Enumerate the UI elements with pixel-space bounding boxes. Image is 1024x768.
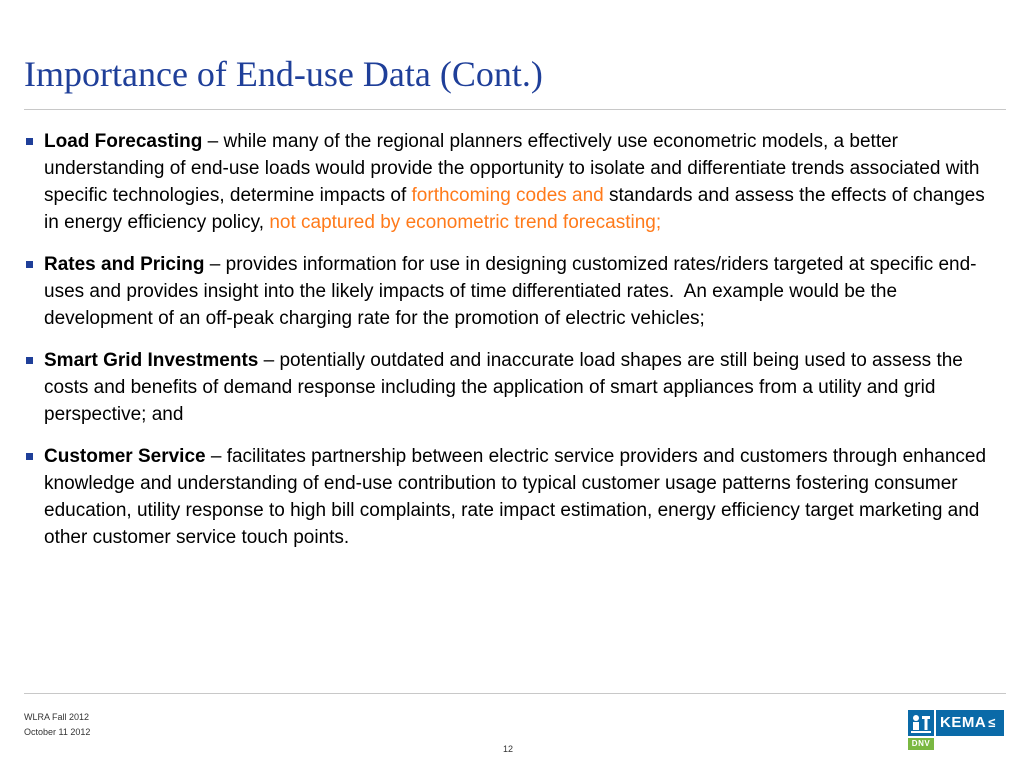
bullet-term: Customer Service <box>44 446 206 467</box>
dnv-wordmark: DNV <box>908 738 934 750</box>
bullet-text: – provides information for use in designing customized rates/riders targeted at specific end-uses and provides insight into the likely impacts of time differentiated rates. An example would be the development of an off-peak charging rate for the promotion of electric vehicles; <box>44 254 977 329</box>
square-bullet-icon <box>26 453 33 460</box>
square-bullet-icon <box>26 138 33 145</box>
footer-divider <box>24 693 1006 694</box>
bullet-customer-service <box>24 443 1004 551</box>
bullet-smart-grid-investments <box>24 347 1004 428</box>
bullet-rates-and-pricing <box>24 251 1004 332</box>
footer-event: WLRA Fall 2012 <box>24 712 90 722</box>
bullet-term: Smart Grid Investments <box>44 350 259 371</box>
bullet-term: Load Forecasting <box>44 131 203 152</box>
bullet-text: – while many of the regional planners effectively use econometric models, a better understanding of end-use loads would provide the opportunity to isolate and differentiate trends associated with specific technologies, determine impacts of <box>44 131 980 206</box>
bullet-term: Rates and Pricing <box>44 254 205 275</box>
kema-text: KEMA <box>940 714 987 731</box>
footer-date: October 11 2012 <box>24 727 91 737</box>
bullet-text: standards and assess the effects of changes in energy efficiency policy, <box>44 185 985 233</box>
bullet-list <box>24 128 1004 566</box>
page-number: 12 <box>503 744 514 754</box>
emblem-icon <box>908 710 934 736</box>
kema-wordmark <box>936 710 1004 736</box>
highlight-text: not captured by econometric trend forecasting; <box>269 212 662 233</box>
title-divider <box>24 109 1006 110</box>
kema-dnv-logo <box>908 710 1004 750</box>
kema-mark-icon: ≤ <box>988 715 996 730</box>
bullet-text: – potentially outdated and inaccurate load shapes are still being used to assess the costs and benefits of demand response including the application of smart appliances from a utility and grid perspective; and <box>44 350 963 425</box>
bullet-load-forecasting <box>24 128 1004 236</box>
square-bullet-icon <box>26 261 33 268</box>
highlight-text: forthcoming codes and <box>411 185 604 206</box>
slide-title: Importance of End-use Data (Cont.) <box>24 54 543 94</box>
square-bullet-icon <box>26 357 33 364</box>
bullet-text: – facilitates partnership between electric service providers and customers through enhanced knowledge and understanding of end-use contribution to typical customer usage patterns fostering consumer education, utility response to high bill complaints, rate impact estimation, energy efficiency target marketing and other customer service touch points. <box>44 446 987 548</box>
